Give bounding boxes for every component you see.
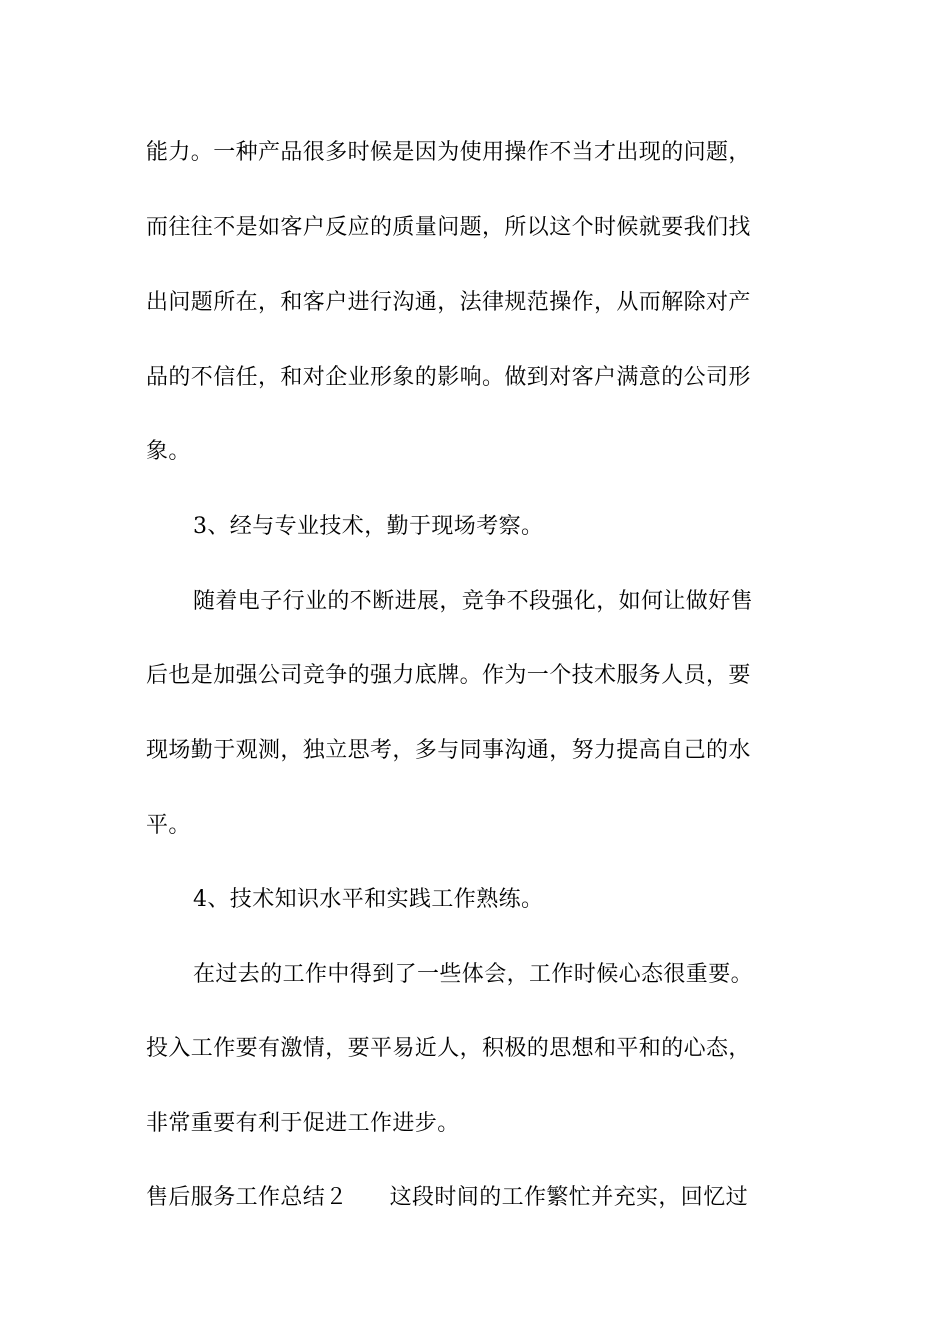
paragraph-line: 现场勤于观测，独立思考，多与同事沟通，努力提高自己的水	[146, 738, 751, 763]
paragraph-line: 品的不信任，和对企业形象的影响。做到对客户满意的公司形	[146, 365, 751, 390]
paragraph-line: 出问题所在，和客户进行沟通，法律规范操作，从而解除对产	[146, 290, 751, 315]
summary-title: 售后服务工作总结２	[146, 1185, 348, 1210]
paragraph-line: 象。	[146, 439, 191, 464]
paragraph-line: 后也是加强公司竞争的强力底牌。作为一个技术服务人员，要	[146, 663, 751, 688]
paragraph-line: 在过去的工作中得到了一些体会，工作时候心态很重要。	[193, 962, 754, 987]
paragraph-line: 能力。一种产品很多时候是因为使用操作不当才出现的问题，	[146, 140, 751, 165]
paragraph-line: 而往往不是如客户反应的质量问题，所以这个时候就要我们找	[146, 215, 751, 240]
paragraph-line: 非常重要有利于促进工作进步。	[146, 1111, 460, 1136]
summary-text: 这段时间的工作繁忙并充实，回忆过	[389, 1185, 749, 1210]
section-heading: 3、经与专业技术，勤于现场考察。	[193, 514, 544, 539]
paragraph-line: 平。	[146, 813, 191, 838]
section-heading: 4、技术知识水平和实践工作熟练。	[193, 887, 544, 912]
paragraph-line: 投入工作要有激情，要平易近人，积极的思想和平和的心态，	[146, 1036, 751, 1061]
summary-title-line	[146, 1183, 816, 1213]
paragraph-line: 随着电子行业的不断进展，竞争不段强化，如何让做好售	[193, 589, 754, 614]
